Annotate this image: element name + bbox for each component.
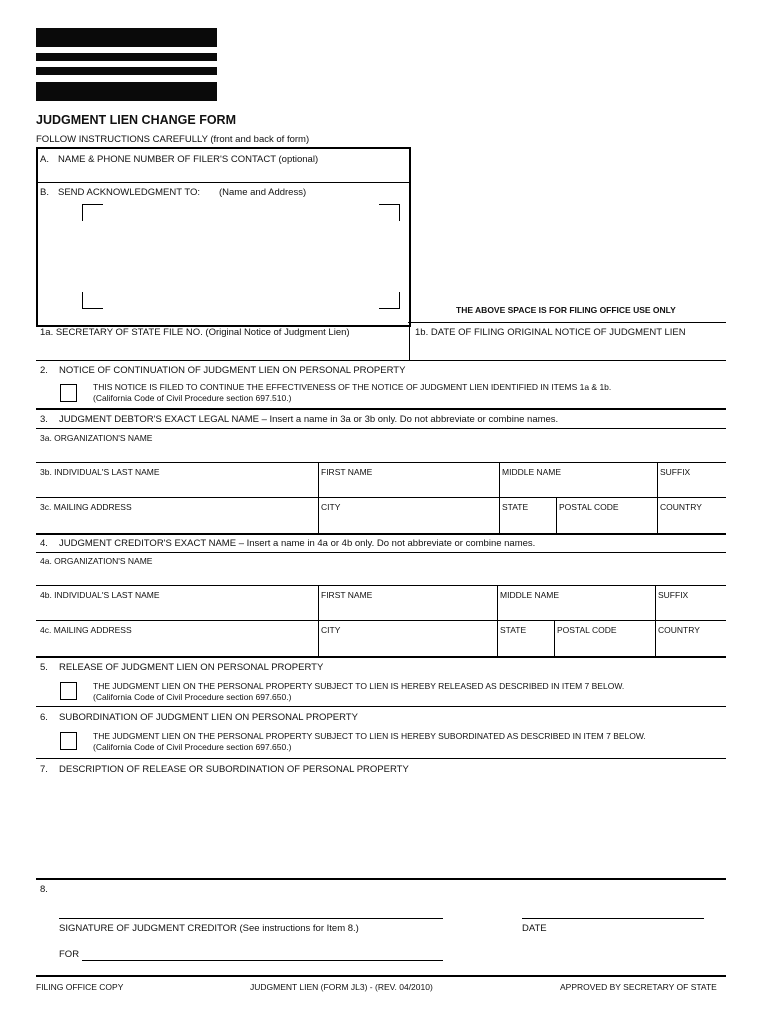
field-b-label: B. — [40, 187, 49, 198]
item1-top-rule — [408, 322, 726, 323]
item-5-title: RELEASE OF JUDGMENT LIEN ON PERSONAL PROPERTY — [59, 662, 324, 673]
header-bar-4 — [36, 82, 217, 101]
corner-bottom-right — [379, 292, 400, 309]
corner-bottom-left — [82, 292, 103, 309]
item-7-description-area[interactable] — [36, 780, 726, 876]
field-b-text[interactable]: SEND ACKNOWLEDGMENT TO: — [58, 187, 200, 198]
item3c-rule — [36, 497, 726, 498]
item-5-checkbox[interactable] — [60, 682, 77, 700]
item-6-line1: THE JUDGMENT LIEN ON THE PERSONAL PROPERTY SUBJECT TO LIEN IS HEREBY SUBORDINATED AS DESCRIBED IN ITEM 7 BELOW. — [93, 731, 646, 741]
item-5-number: 5. — [40, 662, 48, 673]
field-4c-city[interactable]: CITY — [321, 625, 341, 635]
field-4b-suffix[interactable]: SUFFIX — [658, 590, 689, 600]
item-6-title: SUBORDINATION OF JUDGMENT LIEN ON PERSONAL PROPERTY — [59, 712, 358, 723]
item4-sub-rule — [36, 552, 726, 553]
filing-office-note: THE ABOVE SPACE IS FOR FILING OFFICE USE ONLY — [456, 305, 676, 315]
field-4b-first[interactable]: FIRST NAME — [321, 590, 373, 600]
header-bar-1 — [36, 28, 217, 47]
item3b-div-2 — [499, 462, 500, 534]
field-4b-label[interactable]: 4b. INDIVIDUAL'S LAST NAME — [40, 590, 160, 600]
field-b-hint: (Name and Address) — [219, 187, 307, 198]
item4b-div-3 — [655, 585, 656, 657]
item-2-number: 2. — [40, 365, 48, 376]
item4c-div-state — [554, 620, 555, 657]
item7-top-rule — [36, 758, 726, 759]
footer-center: JUDGMENT LIEN (FORM JL3) - (REV. 04/2010) — [250, 982, 433, 992]
item-2-line2: (California Code of Civil Procedure section 697.510.) — [93, 393, 292, 403]
corner-top-left — [82, 204, 103, 221]
item3b-div-3 — [657, 462, 658, 534]
item-4-title: JUDGMENT CREDITOR'S EXACT NAME – Insert a name in 4a or 4b only. Do not abbreviate or combine names. — [59, 538, 536, 549]
corner-top-right — [379, 204, 400, 221]
for-line[interactable] — [82, 960, 443, 961]
field-3c-postal[interactable]: POSTAL CODE — [559, 502, 619, 512]
footer-rule — [36, 975, 726, 977]
for-label: FOR — [59, 949, 80, 960]
footer-right: APPROVED BY SECRETARY OF STATE — [560, 982, 717, 992]
date-label: DATE — [522, 923, 547, 934]
item4c-rule — [36, 620, 726, 621]
field-3c-state[interactable]: STATE — [502, 502, 529, 512]
field-4a-label[interactable]: 4a. ORGANIZATION'S NAME — [40, 556, 153, 566]
item4-top-rule — [36, 533, 726, 535]
item4b-div-1 — [318, 585, 319, 657]
item-8-number: 8. — [40, 884, 48, 895]
item3-top-rule — [36, 408, 726, 410]
item-5-line2: (California Code of Civil Procedure section 697.650.) — [93, 692, 292, 702]
field-a-text[interactable]: NAME & PHONE NUMBER OF FILER'S CONTACT (optional) — [58, 154, 319, 165]
item-7-title: DESCRIPTION OF RELEASE OR SUBORDINATION OF PERSONAL PROPERTY — [59, 764, 409, 775]
item3b-rule — [36, 462, 726, 463]
field-3b-label[interactable]: 3b. INDIVIDUAL'S LAST NAME — [40, 467, 160, 477]
item-7-number: 7. — [40, 764, 48, 775]
form-title: JUDGMENT LIEN CHANGE FORM — [36, 113, 236, 127]
field-3b-middle[interactable]: MIDDLE NAME — [502, 467, 562, 477]
field-3c-city[interactable]: CITY — [321, 502, 341, 512]
item-6-number: 6. — [40, 712, 48, 723]
contact-box-divider — [38, 182, 409, 183]
item-1a-label[interactable]: 1a. SECRETARY OF STATE FILE NO. (Original Notice of Judgment Lien) — [40, 327, 350, 338]
item-3-number: 3. — [40, 414, 48, 425]
item2-top-rule — [36, 360, 726, 361]
item1-divider — [409, 322, 410, 360]
item6-top-rule — [36, 706, 726, 707]
field-3c-country[interactable]: COUNTRY — [660, 502, 702, 512]
item5-top-rule — [36, 656, 726, 658]
item4b-div-2 — [497, 585, 498, 657]
field-3c-label[interactable]: 3c. MAILING ADDRESS — [40, 502, 132, 512]
item-5-line1: THE JUDGMENT LIEN ON THE PERSONAL PROPERTY SUBJECT TO LIEN IS HEREBY RELEASED AS DESCRIBED IN ITEM 7 BELOW. — [93, 681, 625, 691]
field-4c-state[interactable]: STATE — [500, 625, 527, 635]
field-3a-label[interactable]: 3a. ORGANIZATION'S NAME — [40, 433, 153, 443]
signature-line[interactable] — [59, 918, 443, 919]
field-4c-country[interactable]: COUNTRY — [658, 625, 700, 635]
header-bar-2 — [36, 53, 217, 61]
item-2-checkbox[interactable] — [60, 384, 77, 402]
item-2-title: NOTICE OF CONTINUATION OF JUDGMENT LIEN ON PERSONAL PROPERTY — [59, 365, 406, 376]
item-2-line1: THIS NOTICE IS FILED TO CONTINUE THE EFFECTIVENESS OF THE NOTICE OF JUDGMENT LIEN IDENTIFIED IN ITEMS 1a & 1b. — [93, 382, 612, 392]
item-1b-label[interactable]: 1b. DATE OF FILING ORIGINAL NOTICE OF JUDGMENT LIEN — [415, 327, 686, 338]
item-6-checkbox[interactable] — [60, 732, 77, 750]
header-bar-3 — [36, 67, 217, 75]
field-4c-label[interactable]: 4c. MAILING ADDRESS — [40, 625, 132, 635]
field-3b-suffix[interactable]: SUFFIX — [660, 467, 691, 477]
instructions-note: FOLLOW INSTRUCTIONS CAREFULLY (front and back of form) — [36, 134, 310, 145]
item-4-number: 4. — [40, 538, 48, 549]
item8-top-rule — [36, 878, 726, 880]
field-4b-middle[interactable]: MIDDLE NAME — [500, 590, 560, 600]
date-line[interactable] — [522, 918, 704, 919]
item4b-rule — [36, 585, 726, 586]
field-3b-first[interactable]: FIRST NAME — [321, 467, 373, 477]
item-3-title: JUDGMENT DEBTOR'S EXACT LEGAL NAME – Insert a name in 3a or 3b only. Do not abbreviate or combine names. — [59, 414, 559, 425]
item3-sub-rule — [36, 428, 726, 429]
field-a-label: A. — [40, 154, 49, 165]
footer-left: FILING OFFICE COPY — [36, 982, 124, 992]
item-6-line2: (California Code of Civil Procedure section 697.650.) — [93, 742, 292, 752]
signature-label: SIGNATURE OF JUDGMENT CREDITOR (See instructions for Item 8.) — [59, 923, 359, 934]
item3c-div-state — [556, 497, 557, 534]
field-4c-postal[interactable]: POSTAL CODE — [557, 625, 617, 635]
item3b-div-1 — [318, 462, 319, 534]
